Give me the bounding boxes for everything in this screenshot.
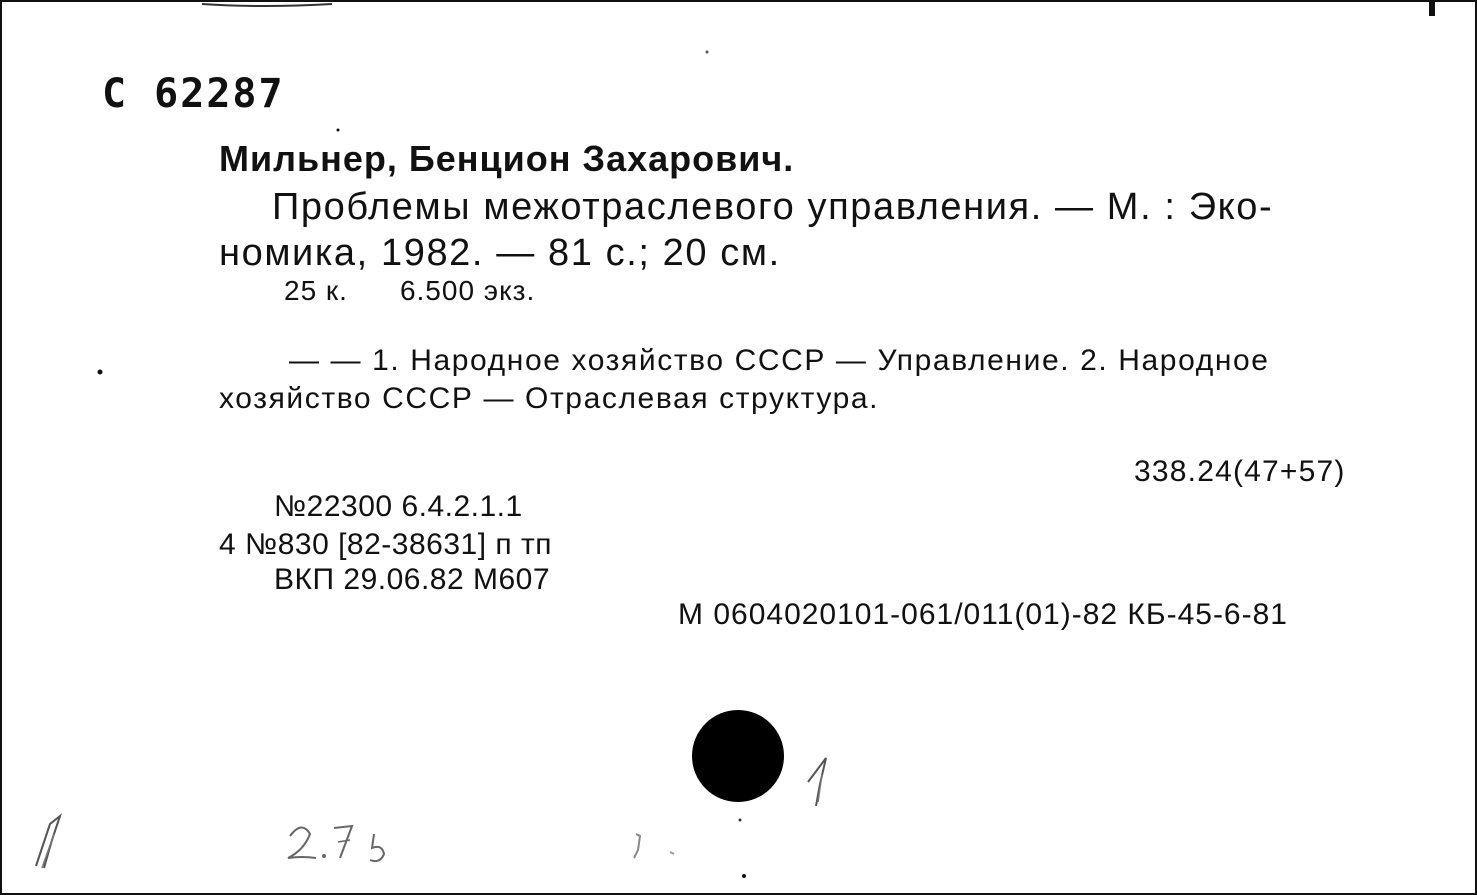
call-number: С 62287	[102, 71, 285, 117]
scan-specks	[2, 2, 1475, 893]
code-line-2: 4 №830 [82-38631] п тп	[219, 528, 552, 561]
print-run: 6.500 экз.	[399, 275, 536, 306]
title-line-2: номика, 1982. — 81 с.; 20 см.	[219, 232, 781, 274]
author-name: Мильнер, Бенцион Захарович.	[219, 138, 795, 179]
code-line-1: №22300 6.4.2.1.1	[274, 490, 523, 523]
classification-code: 338.24(47+57)	[1134, 455, 1346, 488]
code-line-3: ВКП 29.06.82 М607	[274, 563, 551, 596]
subjects-line-1: — — 1. Народное хозяйство СССР — Управление. 2. Народное	[289, 344, 1270, 377]
title-line-1: Проблемы межотраслевого управления. — М. : Эко-	[272, 186, 1274, 228]
subjects-line-2: хозяйство СССР — Отраслевая структура.	[219, 382, 880, 415]
price: 25 к.	[284, 275, 348, 306]
isbn-line: М 0604020101-061/011(01)-82 КБ-45-6-81	[678, 598, 1288, 631]
